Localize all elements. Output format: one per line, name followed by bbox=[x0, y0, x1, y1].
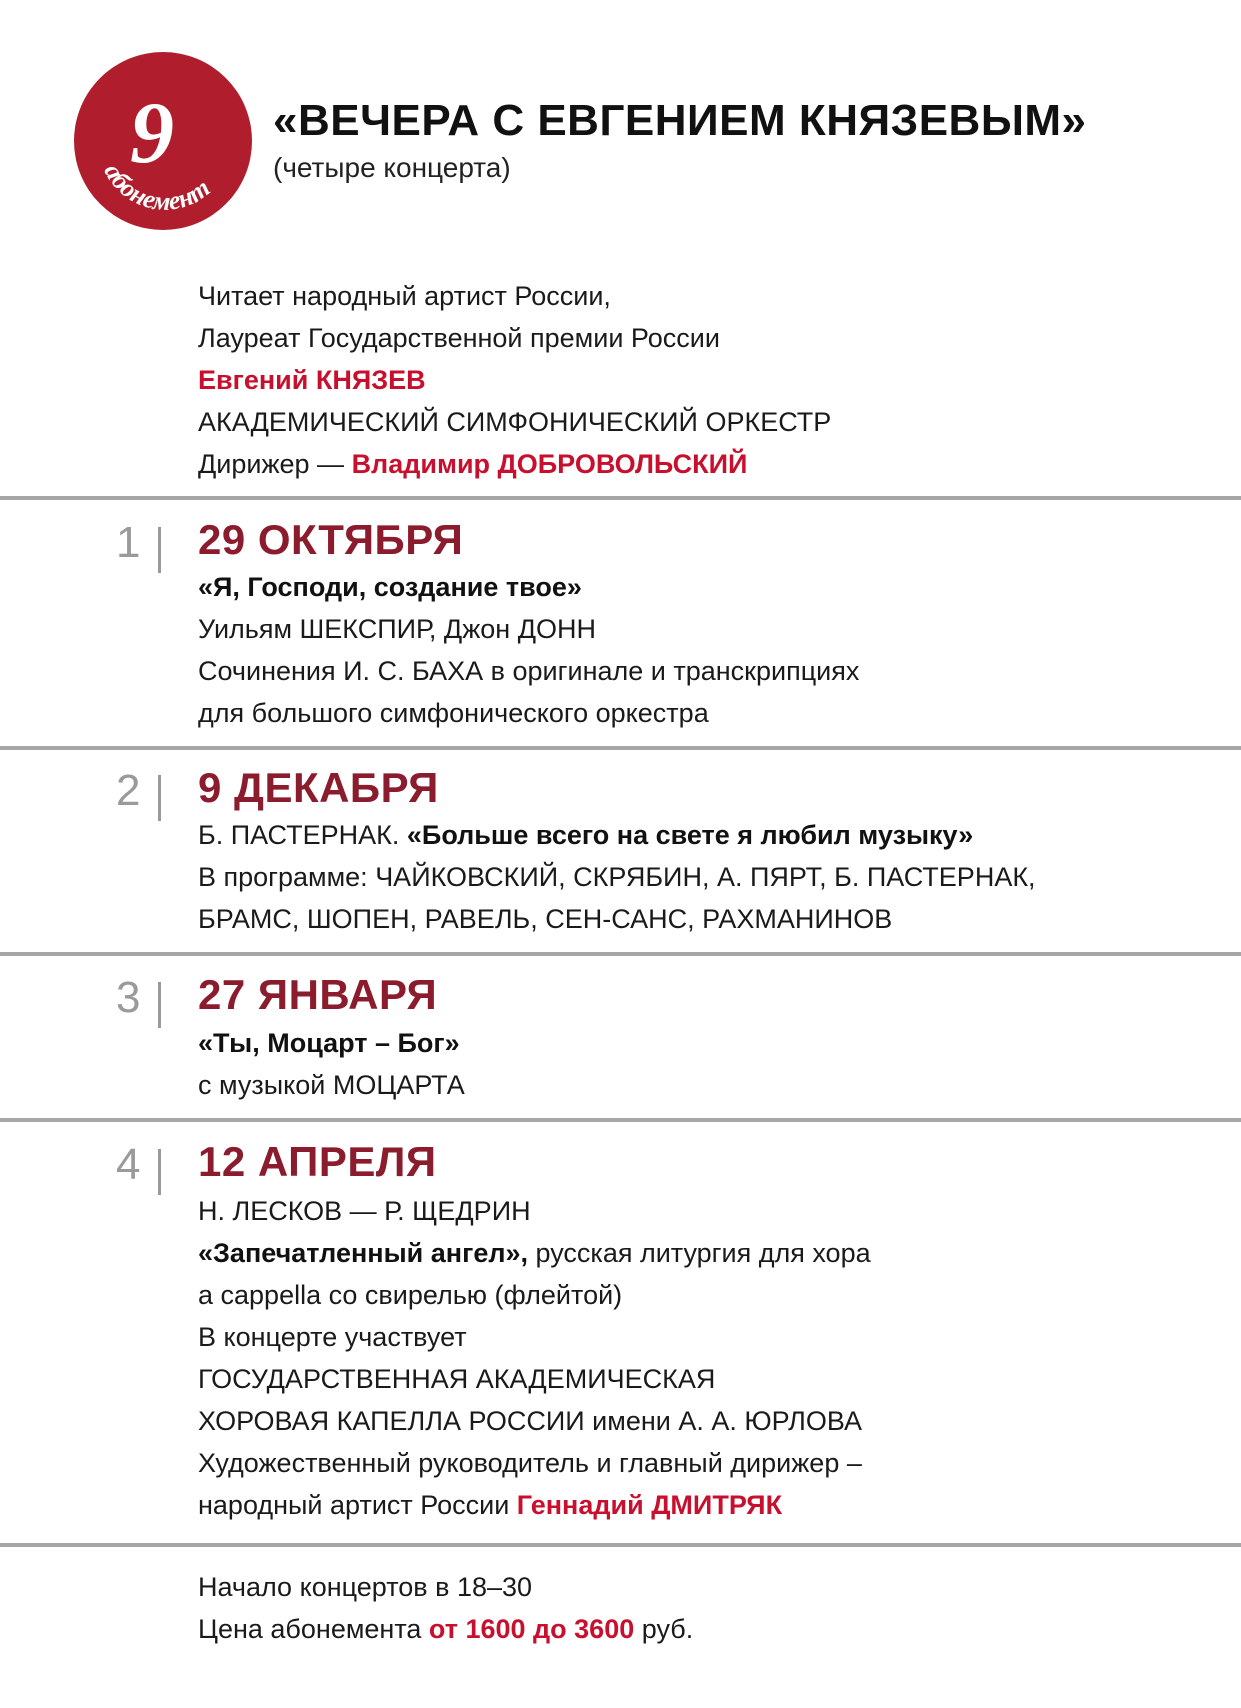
intro-line: Читает народный артист России, bbox=[198, 281, 611, 311]
intro-block bbox=[198, 275, 831, 485]
concert-date: 27 ЯНВАРЯ bbox=[198, 971, 438, 1018]
number-separator bbox=[158, 1149, 161, 1195]
price-currency: руб. bbox=[634, 1614, 694, 1644]
price-line bbox=[198, 1608, 693, 1650]
concert-line: Уильям ШЕКСПИР, Джон ДОНН bbox=[198, 614, 596, 644]
concert-line: Н. ЛЕСКОВ — Р. ЩЕДРИН bbox=[198, 1196, 531, 1226]
concert-details bbox=[198, 814, 1036, 940]
concert-title-line bbox=[198, 814, 1036, 856]
concert-title: «Больше всего на свете я любил музыку» bbox=[406, 820, 974, 850]
intro-line: Лауреат Государственной премии России bbox=[198, 323, 720, 353]
divider bbox=[0, 952, 1241, 956]
concert-date: 9 ДЕКАБРЯ bbox=[198, 764, 439, 811]
number-separator bbox=[158, 527, 161, 573]
concert-line: В программе: ЧАЙКОВСКИЙ, СКРЯБИН, А. ПЯРТ, Б. ПАСТЕРНАК, bbox=[198, 862, 1036, 892]
concert-title-rest: русская литургия для хора bbox=[528, 1238, 871, 1268]
orchestra-name: АКАДЕМИЧЕСКИЙ СИМФОНИЧЕСКИЙ ОРКЕСТР bbox=[198, 407, 832, 437]
divider bbox=[0, 746, 1241, 750]
number-separator bbox=[158, 982, 161, 1028]
footer-info bbox=[198, 1566, 693, 1650]
conductor-label: Дирижер — bbox=[198, 449, 352, 479]
director-name: Геннадий ДМИТРЯК bbox=[516, 1490, 783, 1520]
number-separator bbox=[158, 775, 161, 821]
conductor-name: Владимир ДОБРОВОЛЬСКИЙ bbox=[351, 449, 748, 479]
divider bbox=[0, 1118, 1241, 1122]
concert-line: с музыкой МОЦАРТА bbox=[198, 1070, 465, 1100]
concert-details bbox=[198, 1190, 871, 1526]
concert-title-line bbox=[198, 1232, 871, 1274]
page-subtitle: (четыре концерта) bbox=[273, 152, 511, 183]
concert-title: «Я, Господи, создание твое» bbox=[198, 572, 582, 602]
concert-title: «Ты, Моцарт – Бог» bbox=[198, 1028, 460, 1058]
director-title: народный артист России bbox=[198, 1490, 517, 1520]
concert-line: ГОСУДАРСТВЕННАЯ АКАДЕМИЧЕСКАЯ bbox=[198, 1364, 716, 1394]
concert-line bbox=[198, 1484, 871, 1526]
concert-details bbox=[198, 1022, 465, 1106]
concert-line: для большого симфонического оркестра bbox=[198, 698, 709, 728]
concert-details bbox=[198, 566, 859, 734]
subscription-logo bbox=[74, 52, 252, 230]
concert-author: Б. ПАСТЕРНАК. bbox=[198, 820, 407, 850]
concert-line: Художественный руководитель и главный дирижер – bbox=[198, 1448, 862, 1478]
page-title: «ВЕЧЕРА С ЕВГЕНИЕМ КНЯЗЕВЫМ» bbox=[273, 96, 1087, 145]
logo-word: абонемент bbox=[98, 158, 216, 217]
concert-number: 1 bbox=[116, 518, 141, 567]
concert-number: 3 bbox=[116, 973, 141, 1022]
conductor-line bbox=[198, 443, 831, 485]
concert-title: «Запечатленный ангел», bbox=[198, 1238, 528, 1268]
divider bbox=[0, 496, 1241, 500]
concert-line: Сочинения И. С. БАХА в оригинале и транскрипциях bbox=[198, 656, 860, 686]
price-range: от 1600 до 3600 bbox=[428, 1614, 635, 1644]
concert-line: a cappella со свирелью (флейтой) bbox=[198, 1280, 623, 1310]
concert-date: 29 ОКТЯБРЯ bbox=[198, 516, 464, 563]
concert-date: 12 АПРЕЛЯ bbox=[198, 1138, 437, 1185]
logo-number: 9 bbox=[130, 85, 174, 182]
concert-line: В концерте участвует bbox=[198, 1322, 467, 1352]
concert-line: ХОРОВАЯ КАПЕЛЛА РОССИИ имени А. А. ЮРЛОВА bbox=[198, 1406, 862, 1436]
start-time: Начало концертов в 18–30 bbox=[198, 1572, 533, 1602]
price-label: Цена абонемента bbox=[198, 1614, 429, 1644]
reader-name: Евгений КНЯЗЕВ bbox=[198, 365, 426, 395]
divider bbox=[0, 1543, 1241, 1547]
concert-number: 2 bbox=[116, 766, 141, 815]
concert-line: БРАМС, ШОПЕН, РАВЕЛЬ, СЕН-САНС, РАХМАНИНОВ bbox=[198, 904, 893, 934]
concert-number: 4 bbox=[116, 1140, 141, 1189]
